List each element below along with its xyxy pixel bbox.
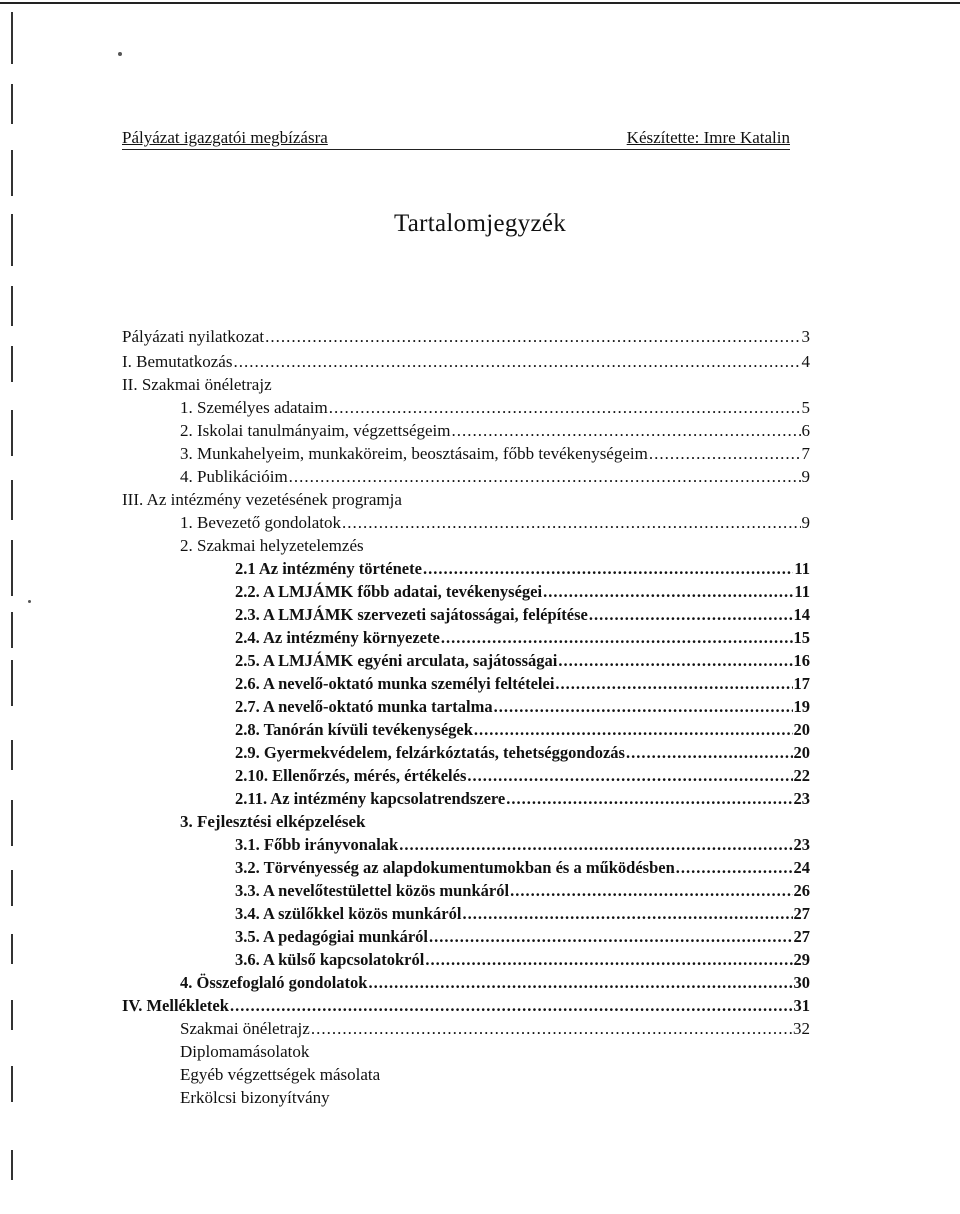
toc-page: 32	[793, 1019, 810, 1038]
toc-entry	[180, 466, 810, 488]
scan-speck	[118, 52, 122, 56]
toc-label: 2.5. A LMJÁMK egyéni arculata, sajátosságai	[235, 651, 558, 670]
scan-margin-mark	[11, 870, 13, 906]
toc-label: 2.8. Tanórán kívüli tevékenységek	[235, 720, 473, 739]
toc-leader	[441, 627, 793, 649]
toc-entry	[235, 926, 810, 948]
toc-leader	[311, 1018, 792, 1040]
toc-entry	[180, 1018, 810, 1040]
toc-entry	[235, 558, 810, 580]
toc-entry	[235, 604, 810, 626]
toc-label: IV. Mellékletek	[122, 996, 229, 1015]
toc-appendix-item: Diplomamásolatok	[180, 1042, 310, 1061]
toc-entry	[180, 420, 810, 442]
toc-leader	[233, 351, 800, 373]
scan-top-edge	[0, 2, 960, 4]
toc-entry	[235, 742, 810, 764]
toc-label: 1. Bevezető gondolatok	[180, 513, 341, 532]
toc-page: 29	[793, 950, 810, 969]
toc-label: 4. Publikációim	[180, 467, 288, 486]
toc-page: 24	[793, 858, 810, 877]
scan-margin-mark	[11, 612, 13, 648]
toc-label: 2.4. Az intézmény környezete	[235, 628, 440, 647]
scan-margin-mark	[11, 1150, 13, 1180]
toc-page: 22	[793, 766, 810, 785]
toc-leader	[543, 581, 793, 603]
page-header	[122, 128, 790, 152]
toc-entry	[235, 627, 810, 649]
scan-margin-mark	[11, 480, 13, 520]
toc-entry	[180, 397, 810, 419]
toc-page: 9	[801, 513, 810, 532]
toc-label: 3.4. A szülőkkel közös munkáról	[235, 904, 462, 923]
toc-appendix-item: Egyéb végzettségek másolata	[180, 1065, 381, 1084]
toc-page: 30	[793, 973, 810, 992]
toc-label: 2.2. A LMJÁMK főbb adatai, tevékenységei	[235, 582, 543, 601]
toc-entry	[235, 880, 810, 902]
toc-page: 9	[801, 467, 810, 486]
toc-label: 1. Személyes adataim	[180, 398, 328, 417]
toc-label: 2. Iskolai tanulmányaim, végzettségeim	[180, 421, 451, 440]
scan-margin-mark	[11, 1000, 13, 1030]
toc-heading: 2. Szakmai helyzetelemzés	[180, 536, 364, 555]
toc-leader	[467, 765, 792, 787]
scan-margin-mark	[11, 800, 13, 846]
toc-heading: III. Az intézmény vezetésének programja	[122, 490, 402, 509]
scan-margin-mark	[11, 540, 13, 596]
scan-margin-mark	[11, 740, 13, 770]
toc-entry	[180, 512, 810, 534]
scan-margin-mark	[11, 660, 13, 706]
toc-page: 26	[793, 881, 810, 900]
header-right-text: Készítette: Imre Katalin	[626, 128, 790, 147]
toc-page: 4	[801, 352, 810, 371]
toc-leader	[342, 512, 801, 534]
toc-page: 23	[793, 835, 810, 854]
toc-entry	[180, 443, 810, 465]
toc-heading: II. Szakmai önéletrajz	[122, 375, 272, 394]
toc-page: 11	[794, 582, 810, 601]
toc-entry	[235, 650, 810, 672]
toc-entry	[122, 326, 810, 348]
toc-leader	[429, 926, 793, 948]
toc-entry	[235, 719, 810, 741]
toc-entry	[235, 788, 810, 810]
toc-entry	[122, 351, 810, 373]
toc-page: 5	[801, 398, 810, 417]
scan-speck	[28, 600, 31, 603]
toc-leader	[462, 903, 792, 925]
toc-entry	[235, 949, 810, 971]
toc-leader	[474, 719, 793, 741]
toc-label: 2.3. A LMJÁMK szervezeti sajátosságai, felépítése	[235, 605, 588, 624]
toc-entry	[180, 972, 810, 994]
scan-margin-mark	[11, 150, 13, 196]
toc-label: Pályázati nyilatkozat	[122, 327, 265, 346]
toc-entry	[235, 903, 810, 925]
toc-label: 3.2. Törvényesség az alapdokumentumokban és a működésben	[235, 858, 675, 877]
toc-leader	[510, 880, 792, 902]
toc-entry	[235, 765, 810, 787]
scan-margin-mark	[11, 84, 13, 124]
toc-leader	[558, 650, 792, 672]
toc-label: 2.7. A nevelő-oktató munka tartalma	[235, 697, 493, 716]
toc-page: 14	[793, 605, 810, 624]
toc-label: I. Bemutatkozás	[122, 352, 233, 371]
toc-page: 6	[801, 421, 810, 440]
toc-leader	[589, 604, 793, 626]
page-title: Tartalomjegyzék	[393, 210, 567, 237]
toc-leader	[423, 558, 793, 580]
toc-page: 16	[793, 651, 810, 670]
toc-leader	[425, 949, 792, 971]
toc-leader	[230, 995, 793, 1017]
toc-leader	[368, 972, 792, 994]
toc-leader	[289, 466, 801, 488]
toc-entry	[235, 834, 810, 856]
toc-label: 3.3. A nevelőtestülettel közös munkáról	[235, 881, 510, 900]
toc-label: 2.11. Az intézmény kapcsolatrendszere	[235, 789, 506, 808]
toc-leader	[626, 742, 793, 764]
scan-margin-mark	[11, 346, 13, 382]
toc-leader	[649, 443, 801, 465]
toc-leader	[555, 673, 792, 695]
toc-entry	[235, 696, 810, 718]
toc-leader	[494, 696, 793, 718]
toc-label: 3.1. Főbb irányvonalak	[235, 835, 399, 854]
toc-page: 15	[793, 628, 810, 647]
toc-entry	[235, 857, 810, 879]
toc-label: 2.6. A nevelő-oktató munka személyi feltételei	[235, 674, 555, 693]
toc-page: 20	[793, 720, 810, 739]
toc-label: 3.5. A pedagógiai munkáról	[235, 927, 428, 946]
header-left-text: Pályázat igazgatói megbízásra	[122, 128, 328, 147]
toc-label: 4. Összefoglaló gondolatok	[180, 973, 368, 992]
toc-leader	[399, 834, 792, 856]
scan-margin-mark	[11, 410, 13, 456]
toc-entry	[235, 673, 810, 695]
toc-page: 11	[794, 559, 810, 578]
header-rule	[122, 149, 790, 150]
toc-page: 23	[793, 789, 810, 808]
toc-appendix-item: Erkölcsi bizonyítvány	[180, 1088, 330, 1107]
toc-entry	[235, 581, 810, 603]
toc-page: 27	[793, 904, 810, 923]
toc-page: 27	[793, 927, 810, 946]
toc-leader	[676, 857, 793, 879]
toc-leader	[329, 397, 801, 419]
toc-leader	[506, 788, 792, 810]
toc-heading: 3. Fejlesztési elképzelések	[180, 812, 366, 831]
toc-label: 2.1 Az intézmény története	[235, 559, 422, 578]
toc-label: 3.6. A külső kapcsolatokról	[235, 950, 425, 969]
toc-leader	[452, 420, 801, 442]
toc-label: 2.10. Ellenőrzés, mérés, értékelés	[235, 766, 467, 785]
toc-page: 17	[793, 674, 810, 693]
toc-leader	[265, 326, 800, 348]
toc-page: 3	[801, 327, 810, 346]
toc-label: 2.9. Gyermekvédelem, felzárkóztatás, tehetséggondozás	[235, 743, 625, 762]
toc-label: 3. Munkahelyeim, munkaköreim, beosztásaim, főbb tevékenységeim	[180, 444, 648, 463]
toc-entry	[122, 995, 810, 1017]
toc-page: 19	[793, 697, 810, 716]
scan-margin-mark	[11, 12, 13, 64]
toc-page: 7	[801, 444, 810, 463]
toc-page: 20	[793, 743, 810, 762]
scan-margin-mark	[11, 286, 13, 326]
scan-margin-mark	[11, 934, 13, 964]
scan-margin-mark	[11, 1066, 13, 1102]
toc-label: Szakmai önéletrajz	[180, 1019, 310, 1038]
toc-page: 31	[793, 996, 810, 1015]
